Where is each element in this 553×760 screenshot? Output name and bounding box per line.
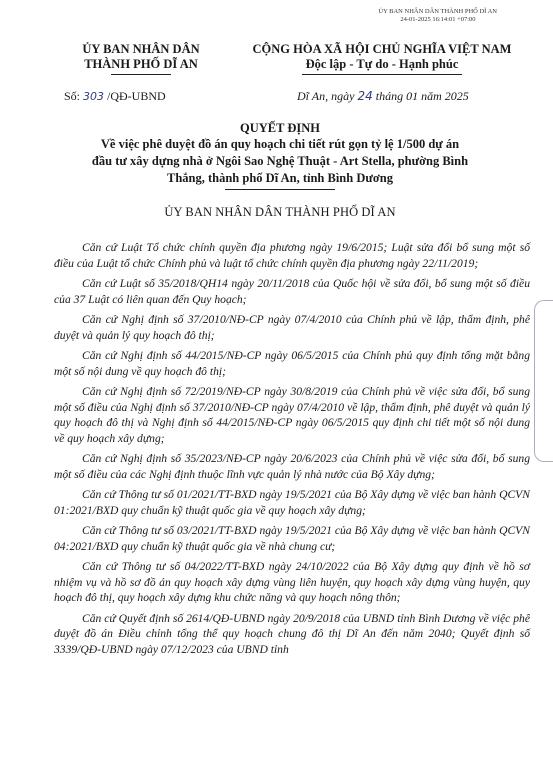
date-part-2: tháng 01 năm 2025 <box>372 89 469 103</box>
decision-title-block <box>40 120 520 190</box>
official-seal-edge <box>534 300 553 462</box>
doc-number-value: 303 <box>83 90 105 103</box>
decision-heading: QUYẾT ĐỊNH <box>240 121 320 135</box>
committee-heading: ỦY BAN NHÂN DÂN THÀNH PHỐ DĨ AN <box>164 205 396 219</box>
motto-underline <box>302 74 462 75</box>
date-day: 24 <box>357 89 373 103</box>
doc-number-suffix: /QĐ-UBND <box>104 89 166 103</box>
document-number <box>64 89 166 104</box>
signature-stamp-timestamp: 24-01-2025 16:14:01 +07:00 <box>400 16 476 23</box>
legal-basis-paragraph: Căn cứ Nghị định số 35/2023/NĐ-CP ngày 20/6/2023 của Chính phủ về việc sửa đổi, bổ sung một số điều của các Nghị định thuộc lĩnh vực quản lý nhà nước của Bộ Xây dựng; <box>54 452 530 481</box>
document-date <box>297 89 469 104</box>
national-motto: Độc lập - Tự do - Hạnh phúc <box>305 57 459 71</box>
legal-basis-paragraph: Căn cứ Thông tư số 04/2022/TT-BXD ngày 24/10/2022 của Bộ Xây dựng quy định về hồ sơ nhiệm vụ và hồ sơ đồ án quy hoạch xây dựng vùng liên huyện, quy hoạch xây dựng vùng huyện, quy hoạch đô thị, quy hoạch xây dựng khu chức năng và quy hoạch nông thôn; <box>54 560 530 604</box>
issuing-authority-header <box>66 42 216 75</box>
title-underline <box>225 189 335 190</box>
date-part-1: Dĩ An, ngày <box>297 89 358 103</box>
legal-basis-body <box>54 240 530 662</box>
decision-subject-line-2: đầu tư xây dựng nhà ở Ngôi Sao Nghệ Thuật - Art Stella, phường Bình <box>91 154 469 168</box>
authority-underline <box>111 74 171 75</box>
legal-basis-paragraph: Căn cứ Thông tư số 01/2021/TT-BXD ngày 19/5/2021 của Bộ Xây dựng về việc ban hành QCVN 01:2021/BXD quy chuẩn kỹ thuật quốc gia về quy hoạch xây dựng; <box>54 488 530 517</box>
legal-basis-paragraph: Căn cứ Nghị định số 72/2019/NĐ-CP ngày 30/8/2019 của Chính phủ về việc sửa đổi, bổ sung một số điều của Nghị định số 37/2010/NĐ-CP ngày 07/4/2010 về lập, thẩm định, phê duyệt và quản lý quy hoạch đô thị và Nghị định số 44/2015/NĐ-CP ngày 06/5/2015 quy định chi tiết một số nội dung về quy hoạch xây dựng; <box>54 385 530 445</box>
digital-signature-stamp <box>378 8 497 24</box>
authority-line-2: THÀNH PHỐ DĨ AN <box>84 57 198 71</box>
legal-basis-paragraph: Căn cứ Thông tư số 03/2021/TT-BXD ngày 19/5/2021 của Bộ Xây dựng về việc ban hành QCVN 04:2021/BXD quy chuẩn kỹ thuật quốc gia về nhà chung cư; <box>54 524 530 553</box>
decision-subject-line-3: Thắng, thành phố Dĩ An, tỉnh Bình Dương <box>167 171 393 185</box>
national-motto-header <box>232 42 532 75</box>
decision-subject-line-1: Về việc phê duyệt đồ án quy hoạch chi tiết rút gọn tỷ lệ 1/500 dự án <box>100 137 460 151</box>
national-name: CỘNG HÒA XÃ HỘI CHỦ NGHĨA VIỆT NAM <box>252 42 512 56</box>
legal-basis-paragraph: Căn cứ Luật Tổ chức chính quyền địa phương ngày 19/6/2015; Luật sửa đổi bổ sung một số điều của Luật tổ chức Chính phủ và luật tổ chức chính quyền địa phương ngày 22/11/2019; <box>54 241 530 270</box>
authority-line-1: ỦY BAN NHÂN DÂN <box>82 42 200 56</box>
legal-basis-paragraph: Căn cứ Luật số 35/2018/QH14 ngày 20/11/2018 của Quốc hội về sửa đổi, bổ sung một số điều của 37 Luật có liên quan đến Quy hoạch; <box>54 277 530 306</box>
signature-stamp-organization: ỦY BAN NHÂN DÂN THÀNH PHỐ DĨ AN <box>378 8 497 15</box>
legal-basis-paragraph: Căn cứ Nghị định số 37/2010/NĐ-CP ngày 07/4/2010 của Chính phủ về lập, thẩm định, phê duyệt và quản lý quy hoạch đô thị; <box>54 313 530 342</box>
legal-basis-paragraph: Căn cứ Nghị định số 44/2015/NĐ-CP ngày 06/5/2015 của Chính phủ quy định tổng mặt bằng một số nội dung về quy hoạch đô thị; <box>54 349 530 378</box>
doc-number-prefix: Số: <box>64 89 84 103</box>
legal-basis-paragraph: Căn cứ Quyết định số 2614/QĐ-UBND ngày 20/9/2018 của UBND tỉnh Bình Dương về việc phê duyệt đồ án Điều chỉnh tổng thể quy hoạch chung đô thị Dĩ An đến năm 2040; Quyết định số 3339/QĐ-UBND ngày 07/12/2023 của UBND tỉnh <box>54 611 530 656</box>
